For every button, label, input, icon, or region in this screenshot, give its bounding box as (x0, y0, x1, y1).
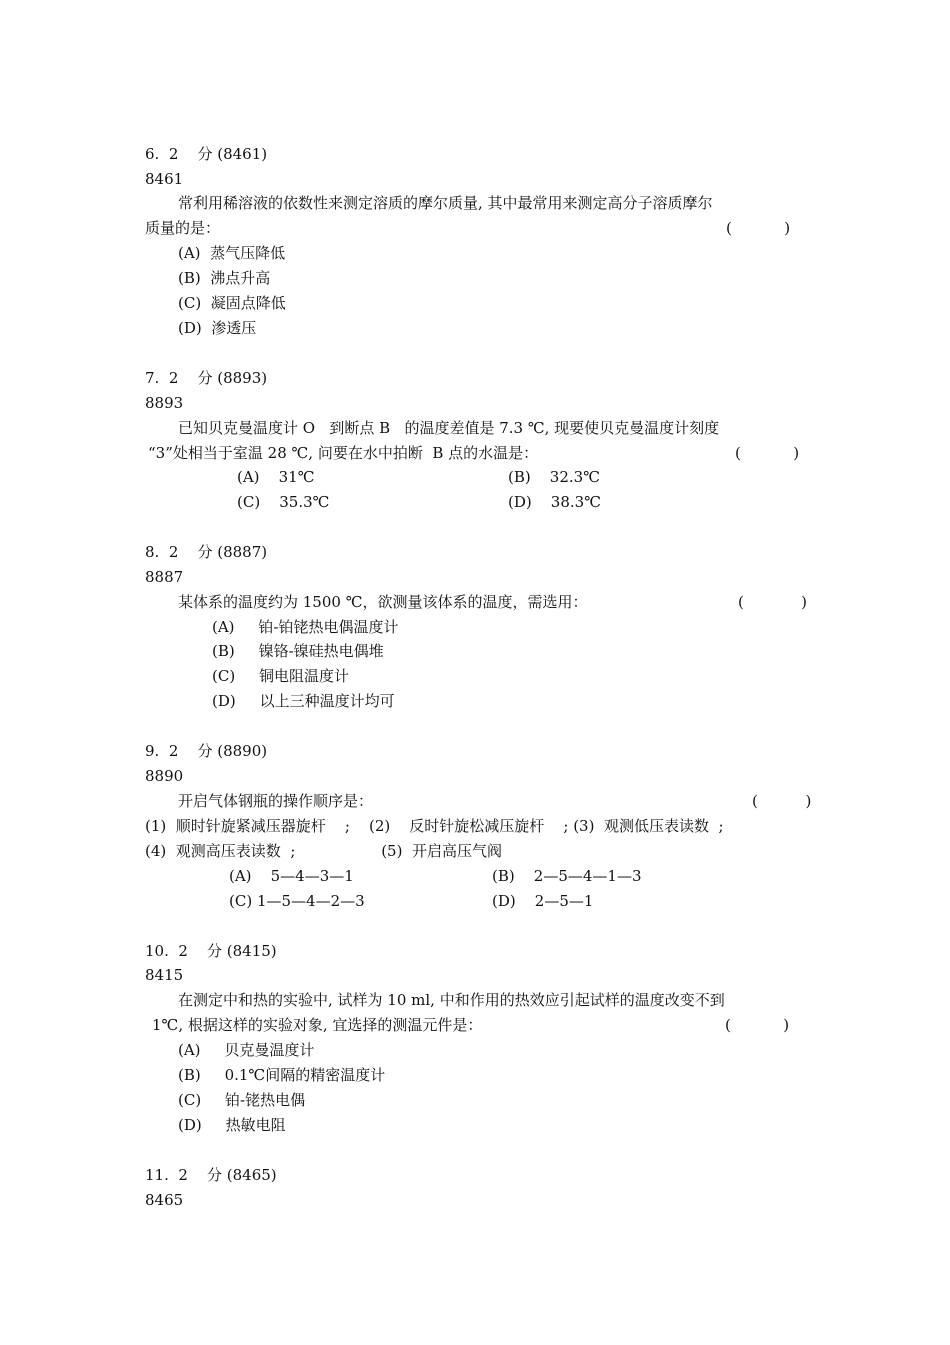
question-stem: 在测定中和热的实验中, 试样为 10 ml, 中和作用的热效应引起试样的温度改变不到 (178, 991, 725, 1009)
question-header: 11. 2 分 (8465) (145, 1166, 277, 1184)
procedure-steps-continued: (4) 观测高压表读数 ; (5) 开启高压气阀 (145, 842, 502, 860)
answer-blank: ( ) (726, 219, 791, 237)
question-stem: 已知贝克曼温度计 O 到断点 B 的温度差值是 7.3 ℃, 现要使贝克曼温度计刻度 (178, 419, 720, 437)
answer-blank: ( ) (738, 593, 807, 611)
question-code: 8893 (145, 394, 184, 412)
option-b: (B) 2—5—4—1—3 (492, 867, 642, 885)
question-stem-continued: 1℃, 根据这样的实验对象, 宜选择的测温元件是： (152, 1016, 483, 1034)
option-a: (A) 蒸气压降低 (178, 244, 286, 262)
question-code: 8415 (145, 966, 184, 984)
question-code: 8887 (145, 568, 184, 586)
option-c: (C) 铜电阻温度计 (212, 667, 350, 685)
question-stem-continued: “3”处相当于室温 28 ℃, 问要在水中拍断 B 点的水温是： (148, 444, 539, 462)
option-d: (D) 以上三种温度计均可 (212, 692, 395, 710)
option-d: (D) 2—5—1 (492, 892, 594, 910)
option-c: (C) 35.3℃ (237, 493, 330, 511)
question-header: 6. 2 分 (8461) (145, 145, 268, 163)
question-stem-continued: 质量的是： (145, 219, 221, 237)
option-c: (C) 铂-铑热电偶 (178, 1091, 306, 1109)
question-code: 8465 (145, 1191, 184, 1209)
option-a: (A) 贝克曼温度计 (178, 1041, 315, 1059)
option-b: (B) 镍铬-镍硅热电偶堆 (212, 642, 384, 660)
answer-blank: ( ) (735, 444, 800, 462)
option-a: (A) 铂-铂铑热电偶温度计 (212, 618, 399, 636)
question-header: 9. 2 分 (8890) (145, 742, 268, 760)
option-c: (C) 1—5—4—2—3 (229, 892, 365, 910)
question-stem: 常利用稀溶液的依数性来测定溶质的摩尔质量, 其中最常用来测定高分子溶质摩尔 (178, 194, 713, 212)
question-stem: 开启气体钢瓶的操作顺序是： (178, 792, 374, 810)
answer-blank: ( ) (752, 792, 812, 810)
question-code: 8461 (145, 170, 184, 188)
option-d: (D) 渗透压 (178, 319, 257, 337)
option-d: (D) 38.3℃ (508, 493, 601, 511)
option-b: (B) 沸点升高 (178, 269, 271, 287)
question-stem: 某体系的温度约为 1500 ℃，欲测量该体系的温度，需选用： (178, 593, 588, 611)
option-a: (A) 5—4—3—1 (229, 867, 354, 885)
option-b: (B) 0.1℃间隔的精密温度计 (178, 1066, 386, 1084)
option-b: (B) 32.3℃ (508, 468, 600, 486)
option-a: (A) 31℃ (237, 468, 315, 486)
question-header: 10. 2 分 (8415) (145, 942, 277, 960)
question-header: 8. 2 分 (8887) (145, 543, 268, 561)
procedure-steps: (1) 顺时针旋紧减压器旋杆 ; (2) 反时针旋松减压旋杆 ; (3) 观测低压表读数 ; (145, 817, 724, 835)
answer-blank: ( ) (725, 1016, 790, 1034)
option-d: (D) 热敏电阻 (178, 1116, 286, 1134)
option-c: (C) 凝固点降低 (178, 294, 286, 312)
question-header: 7. 2 分 (8893) (145, 369, 268, 387)
question-code: 8890 (145, 767, 184, 785)
